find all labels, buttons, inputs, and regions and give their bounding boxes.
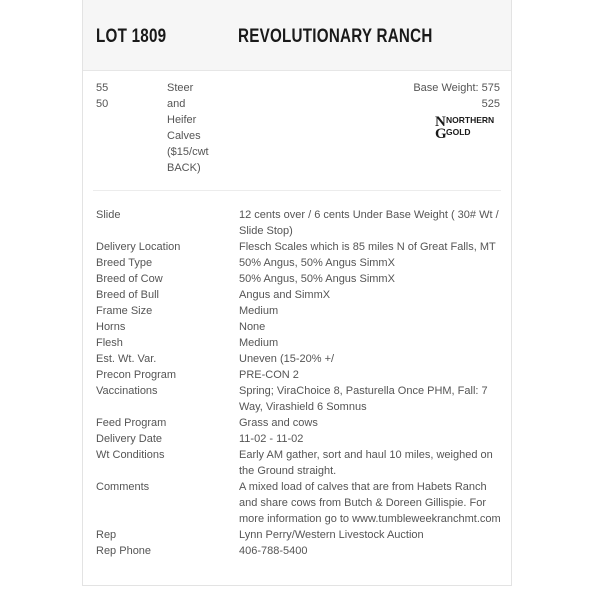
detail-label: Horns: [96, 321, 126, 333]
detail-value: 50% Angus, 50% Angus SimmX: [239, 257, 395, 269]
steer-count: 55: [96, 82, 109, 94]
detail-value: A mixed load of calves that are from Habets Ranch and share cows from Butch & Doreen Gillispie. For more information go to www.tumbleweekranchmt.com: [239, 481, 501, 525]
detail-label: Flesh: [96, 337, 123, 349]
detail-label: Breed Type: [96, 257, 153, 269]
detail-row: [96, 207, 506, 239]
detail-value: 12 cents over / 6 cents Under Base Weight ( 30# Wt / Slide Stop): [239, 209, 499, 237]
detail-label: Slide: [96, 209, 121, 221]
detail-value: Lynn Perry/Western Livestock Auction: [239, 529, 424, 541]
detail-row: [96, 335, 506, 351]
detail-value: Uneven (15-20% +/: [239, 353, 335, 365]
head-counts: [96, 80, 108, 112]
svg-text:N: N: [435, 114, 446, 130]
detail-label: Delivery Date: [96, 433, 163, 445]
detail-row: [96, 431, 506, 447]
detail-label: Rep Phone: [96, 545, 152, 557]
detail-row: [96, 255, 506, 271]
base-weight: [413, 80, 500, 112]
detail-row: [96, 527, 506, 543]
detail-value: PRE-CON 2: [239, 369, 299, 381]
detail-value: None: [239, 321, 266, 333]
detail-value: 406-788-5400: [239, 545, 308, 557]
description-line: BACK): [167, 162, 201, 174]
lot-card: [82, 0, 512, 586]
description-line: and: [167, 98, 186, 110]
lot-number: LOT 1809: [96, 26, 167, 47]
detail-label: Feed Program: [96, 417, 167, 429]
detail-row: [96, 479, 506, 527]
detail-row: [96, 447, 506, 479]
detail-label: Breed of Bull: [96, 289, 159, 301]
description-line: Heifer: [167, 114, 197, 126]
detail-label: Comments: [96, 481, 150, 493]
description-line: ($15/cwt: [167, 146, 209, 158]
detail-row: [96, 287, 506, 303]
detail-row: [96, 543, 506, 559]
detail-label: Precon Program: [96, 369, 177, 381]
detail-value: Early AM gather, sort and haul 10 miles, weighed on the Ground straight.: [239, 449, 493, 477]
detail-label: Frame Size: [96, 305, 153, 317]
ranch-name: REVOLUTIONARY RANCH: [238, 26, 433, 47]
logo-text-bottom: GOLD: [446, 127, 471, 137]
description-line: Steer: [167, 82, 194, 94]
heifer-count: 50: [96, 98, 109, 110]
detail-label: Delivery Location: [96, 241, 181, 253]
detail-label: Est. Wt. Var.: [96, 353, 157, 365]
detail-value: Grass and cows: [239, 417, 318, 429]
base-weight-steer: 575: [481, 82, 500, 94]
base-weight-label: Base Weight:: [413, 82, 479, 94]
detail-value: Medium: [239, 305, 279, 317]
lot-header: [83, 0, 511, 71]
svg-text:G: G: [435, 126, 447, 140]
detail-row: [96, 303, 506, 319]
detail-row: [96, 239, 506, 255]
detail-row: [96, 351, 506, 367]
cattle-description: [167, 80, 219, 176]
details-table: [96, 207, 506, 559]
detail-row: [96, 367, 506, 383]
detail-value: 11-02 - 11-02: [239, 433, 304, 445]
detail-value: Flesch Scales which is 85 miles N of Great Falls, MT: [239, 241, 496, 253]
detail-value: Medium: [239, 337, 279, 349]
detail-row: [96, 319, 506, 335]
detail-value: Angus and SimmX: [239, 289, 331, 301]
base-weight-heifer: 525: [481, 98, 500, 110]
detail-value: 50% Angus, 50% Angus SimmX: [239, 273, 395, 285]
northern-gold-logo: [435, 112, 505, 140]
detail-value: Spring; ViraChoice 8, Pasturella Once PHM, Fall: 7 Way, Virashield 6 Somnus: [239, 385, 488, 413]
detail-label: Rep: [96, 529, 117, 541]
detail-label: Vaccinations: [96, 385, 158, 397]
detail-row: [96, 383, 506, 415]
description-line: Calves: [167, 130, 201, 142]
detail-label: Breed of Cow: [96, 273, 163, 285]
section-divider: [93, 190, 501, 191]
detail-row: [96, 271, 506, 287]
logo-text-top: NORTHERN: [446, 115, 495, 125]
detail-row: [96, 415, 506, 431]
detail-label: Wt Conditions: [96, 449, 165, 461]
